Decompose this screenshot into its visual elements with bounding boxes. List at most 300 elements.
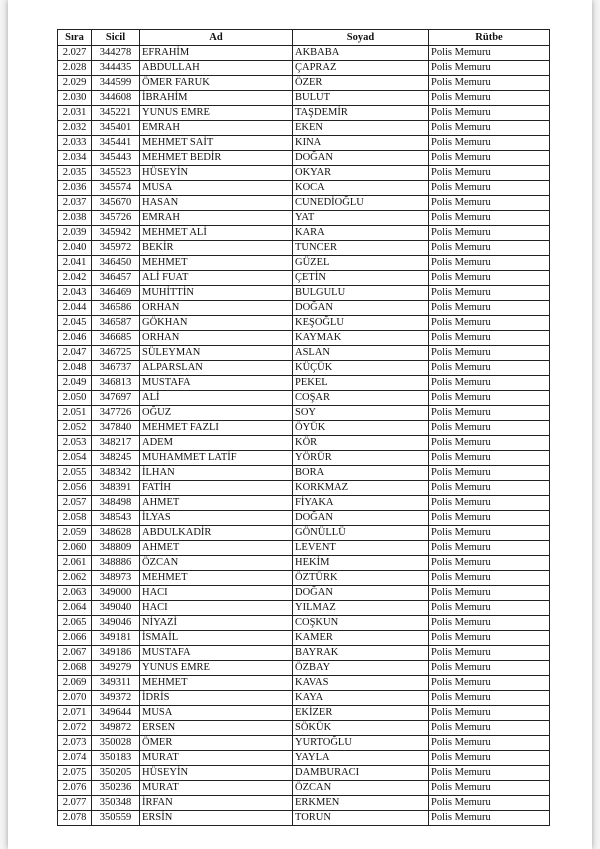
row-sicil: 346587 xyxy=(92,316,140,331)
row-sira: 2.063 xyxy=(58,586,92,601)
row-ad: FATİH xyxy=(140,481,293,496)
row-soyad: ÖZCAN xyxy=(293,781,429,796)
row-sira: 2.077 xyxy=(58,796,92,811)
table-row xyxy=(58,316,550,331)
row-sicil: 348628 xyxy=(92,526,140,541)
row-rutbe: Polis Memuru xyxy=(429,121,550,136)
row-ad: İBRAHİM xyxy=(140,91,293,106)
row-sira: 2.062 xyxy=(58,571,92,586)
table-row xyxy=(58,331,550,346)
row-sicil: 348886 xyxy=(92,556,140,571)
row-rutbe: Polis Memuru xyxy=(429,706,550,721)
row-rutbe: Polis Memuru xyxy=(429,646,550,661)
row-ad: MUHAMMET LATİF xyxy=(140,451,293,466)
table-row xyxy=(58,76,550,91)
table-row xyxy=(58,256,550,271)
table-row xyxy=(58,526,550,541)
row-ad: MUSA xyxy=(140,706,293,721)
row-ad: ALİ FUAT xyxy=(140,271,293,286)
row-sicil: 349872 xyxy=(92,721,140,736)
row-sicil: 349046 xyxy=(92,616,140,631)
row-soyad: HEKİM xyxy=(293,556,429,571)
table-row xyxy=(58,121,550,136)
row-soyad: KAYA xyxy=(293,691,429,706)
table-row xyxy=(58,151,550,166)
table-row xyxy=(58,346,550,361)
row-ad: MEHMET xyxy=(140,256,293,271)
row-sicil: 346469 xyxy=(92,286,140,301)
row-sira: 2.051 xyxy=(58,406,92,421)
row-soyad: KAYMAK xyxy=(293,331,429,346)
table-row xyxy=(58,481,550,496)
row-ad: MEHMET SAİT xyxy=(140,136,293,151)
row-ad: ADEM xyxy=(140,436,293,451)
row-soyad: DOĞAN xyxy=(293,586,429,601)
table-row xyxy=(58,391,550,406)
row-ad: ORHAN xyxy=(140,331,293,346)
row-sira: 2.037 xyxy=(58,196,92,211)
row-sicil: 348342 xyxy=(92,466,140,481)
row-ad: MUSTAFA xyxy=(140,646,293,661)
row-sicil: 346450 xyxy=(92,256,140,271)
row-rutbe: Polis Memuru xyxy=(429,211,550,226)
row-rutbe: Polis Memuru xyxy=(429,421,550,436)
row-sira: 2.049 xyxy=(58,376,92,391)
row-soyad: YURTOĞLU xyxy=(293,736,429,751)
row-sira: 2.042 xyxy=(58,271,92,286)
row-soyad: BAYRAK xyxy=(293,646,429,661)
row-rutbe: Polis Memuru xyxy=(429,181,550,196)
row-sira: 2.027 xyxy=(58,46,92,61)
row-rutbe: Polis Memuru xyxy=(429,166,550,181)
row-rutbe: Polis Memuru xyxy=(429,556,550,571)
row-soyad: KÖR xyxy=(293,436,429,451)
row-sira: 2.048 xyxy=(58,361,92,376)
header-soyad: Soyad xyxy=(293,30,429,46)
row-ad: ORHAN xyxy=(140,301,293,316)
table-row xyxy=(58,556,550,571)
table-row xyxy=(58,376,550,391)
row-soyad: BULUT xyxy=(293,91,429,106)
row-sira: 2.041 xyxy=(58,256,92,271)
row-rutbe: Polis Memuru xyxy=(429,616,550,631)
row-sira: 2.071 xyxy=(58,706,92,721)
row-sicil: 350236 xyxy=(92,781,140,796)
row-sira: 2.053 xyxy=(58,436,92,451)
table-row xyxy=(58,436,550,451)
row-soyad: ÖZBAY xyxy=(293,661,429,676)
row-ad: HASAN xyxy=(140,196,293,211)
row-sicil: 345441 xyxy=(92,136,140,151)
row-sicil: 345443 xyxy=(92,151,140,166)
row-soyad: SÖKÜK xyxy=(293,721,429,736)
table-row xyxy=(58,541,550,556)
personnel-table xyxy=(57,29,550,826)
row-sicil: 350183 xyxy=(92,751,140,766)
row-sicil: 349311 xyxy=(92,676,140,691)
row-soyad: YÖRÜR xyxy=(293,451,429,466)
row-soyad: ASLAN xyxy=(293,346,429,361)
table-row xyxy=(58,496,550,511)
row-soyad: OKYAR xyxy=(293,166,429,181)
row-soyad: TUNCER xyxy=(293,241,429,256)
row-sicil: 349000 xyxy=(92,586,140,601)
row-soyad: KOCA xyxy=(293,181,429,196)
row-sira: 2.032 xyxy=(58,121,92,136)
row-rutbe: Polis Memuru xyxy=(429,466,550,481)
row-sira: 2.036 xyxy=(58,181,92,196)
row-sira: 2.066 xyxy=(58,631,92,646)
row-soyad: BORA xyxy=(293,466,429,481)
table-row xyxy=(58,61,550,76)
row-ad: ABDULKADİR xyxy=(140,526,293,541)
row-sira: 2.046 xyxy=(58,331,92,346)
row-sicil: 349040 xyxy=(92,601,140,616)
row-rutbe: Polis Memuru xyxy=(429,496,550,511)
row-sira: 2.052 xyxy=(58,421,92,436)
row-rutbe: Polis Memuru xyxy=(429,151,550,166)
row-sira: 2.050 xyxy=(58,391,92,406)
row-soyad: ERKMEN xyxy=(293,796,429,811)
header-rutbe: Rütbe xyxy=(429,30,550,46)
row-rutbe: Polis Memuru xyxy=(429,541,550,556)
row-sicil: 344599 xyxy=(92,76,140,91)
row-rutbe: Polis Memuru xyxy=(429,286,550,301)
row-sicil: 345726 xyxy=(92,211,140,226)
row-soyad: DOĞAN xyxy=(293,301,429,316)
row-sira: 2.047 xyxy=(58,346,92,361)
row-sira: 2.056 xyxy=(58,481,92,496)
table-row xyxy=(58,691,550,706)
row-soyad: KAVAS xyxy=(293,676,429,691)
row-sira: 2.030 xyxy=(58,91,92,106)
row-soyad: PEKEL xyxy=(293,376,429,391)
row-soyad: EKİZER xyxy=(293,706,429,721)
row-sicil: 349372 xyxy=(92,691,140,706)
table-row xyxy=(58,196,550,211)
document-sheet xyxy=(8,0,592,849)
row-rutbe: Polis Memuru xyxy=(429,91,550,106)
row-rutbe: Polis Memuru xyxy=(429,601,550,616)
row-soyad: TAŞDEMİR xyxy=(293,106,429,121)
row-sicil: 344608 xyxy=(92,91,140,106)
row-soyad: COŞAR xyxy=(293,391,429,406)
table-row xyxy=(58,721,550,736)
row-ad: AHMET xyxy=(140,541,293,556)
row-sicil: 346737 xyxy=(92,361,140,376)
row-ad: MEHMET BEDİR xyxy=(140,151,293,166)
row-sira: 2.029 xyxy=(58,76,92,91)
row-soyad: AKBABA xyxy=(293,46,429,61)
row-rutbe: Polis Memuru xyxy=(429,571,550,586)
table-row xyxy=(58,766,550,781)
row-rutbe: Polis Memuru xyxy=(429,451,550,466)
row-soyad: EKEN xyxy=(293,121,429,136)
row-ad: EFRAHİM xyxy=(140,46,293,61)
row-sira: 2.034 xyxy=(58,151,92,166)
row-ad: ERSEN xyxy=(140,721,293,736)
row-sira: 2.054 xyxy=(58,451,92,466)
row-ad: MEHMET xyxy=(140,571,293,586)
row-ad: HÜSEYİN xyxy=(140,166,293,181)
row-sicil: 346586 xyxy=(92,301,140,316)
table-row xyxy=(58,451,550,466)
row-rutbe: Polis Memuru xyxy=(429,46,550,61)
row-sicil: 345221 xyxy=(92,106,140,121)
row-sira: 2.038 xyxy=(58,211,92,226)
row-soyad: DOĞAN xyxy=(293,511,429,526)
row-sicil: 346685 xyxy=(92,331,140,346)
row-ad: AHMET xyxy=(140,496,293,511)
table-row xyxy=(58,586,550,601)
row-ad: ÖMER xyxy=(140,736,293,751)
table-row xyxy=(58,301,550,316)
table-row xyxy=(58,226,550,241)
row-rutbe: Polis Memuru xyxy=(429,301,550,316)
row-ad: HACI xyxy=(140,601,293,616)
row-ad: GÖKHAN xyxy=(140,316,293,331)
row-sira: 2.033 xyxy=(58,136,92,151)
row-ad: HACI xyxy=(140,586,293,601)
row-sicil: 348498 xyxy=(92,496,140,511)
table-row xyxy=(58,271,550,286)
row-rutbe: Polis Memuru xyxy=(429,406,550,421)
table-row xyxy=(58,241,550,256)
row-rutbe: Polis Memuru xyxy=(429,796,550,811)
row-soyad: KORKMAZ xyxy=(293,481,429,496)
row-rutbe: Polis Memuru xyxy=(429,361,550,376)
table-body xyxy=(58,46,550,826)
row-ad: HÜSEYİN xyxy=(140,766,293,781)
row-sira: 2.076 xyxy=(58,781,92,796)
row-sira: 2.078 xyxy=(58,811,92,826)
row-sicil: 350028 xyxy=(92,736,140,751)
row-rutbe: Polis Memuru xyxy=(429,196,550,211)
row-rutbe: Polis Memuru xyxy=(429,676,550,691)
row-sira: 2.068 xyxy=(58,661,92,676)
row-ad: NİYAZİ xyxy=(140,616,293,631)
table-row xyxy=(58,616,550,631)
row-rutbe: Polis Memuru xyxy=(429,526,550,541)
table-row xyxy=(58,166,550,181)
row-sira: 2.065 xyxy=(58,616,92,631)
row-soyad: DOĞAN xyxy=(293,151,429,166)
row-rutbe: Polis Memuru xyxy=(429,631,550,646)
row-soyad: CUNEDİOĞLU xyxy=(293,196,429,211)
row-sicil: 348543 xyxy=(92,511,140,526)
row-sira: 2.074 xyxy=(58,751,92,766)
row-rutbe: Polis Memuru xyxy=(429,76,550,91)
row-soyad: LEVENT xyxy=(293,541,429,556)
header-sira: Sıra xyxy=(58,30,92,46)
row-rutbe: Polis Memuru xyxy=(429,781,550,796)
row-rutbe: Polis Memuru xyxy=(429,511,550,526)
row-sira: 2.069 xyxy=(58,676,92,691)
row-ad: EMRAH xyxy=(140,121,293,136)
row-sicil: 345523 xyxy=(92,166,140,181)
row-sira: 2.067 xyxy=(58,646,92,661)
row-rutbe: Polis Memuru xyxy=(429,751,550,766)
table-row xyxy=(58,811,550,826)
row-rutbe: Polis Memuru xyxy=(429,61,550,76)
row-soyad: KÜÇÜK xyxy=(293,361,429,376)
row-sira: 2.043 xyxy=(58,286,92,301)
row-soyad: ÇAPRAZ xyxy=(293,61,429,76)
row-sira: 2.060 xyxy=(58,541,92,556)
row-ad: OĞUZ xyxy=(140,406,293,421)
table-row xyxy=(58,286,550,301)
row-sicil: 349186 xyxy=(92,646,140,661)
row-sicil: 350559 xyxy=(92,811,140,826)
row-rutbe: Polis Memuru xyxy=(429,481,550,496)
row-rutbe: Polis Memuru xyxy=(429,691,550,706)
row-ad: MUHİTTİN xyxy=(140,286,293,301)
row-ad: YUNUS EMRE xyxy=(140,661,293,676)
row-ad: ABDULLAH xyxy=(140,61,293,76)
table-row xyxy=(58,736,550,751)
row-ad: MUSA xyxy=(140,181,293,196)
table-row xyxy=(58,511,550,526)
row-soyad: KARA xyxy=(293,226,429,241)
row-rutbe: Polis Memuru xyxy=(429,271,550,286)
table-row xyxy=(58,796,550,811)
table-row xyxy=(58,676,550,691)
row-ad: SÜLEYMAN xyxy=(140,346,293,361)
row-sicil: 349181 xyxy=(92,631,140,646)
row-rutbe: Polis Memuru xyxy=(429,391,550,406)
row-soyad: TORUN xyxy=(293,811,429,826)
row-ad: MURAT xyxy=(140,751,293,766)
row-ad: ÖZCAN xyxy=(140,556,293,571)
table-row xyxy=(58,706,550,721)
row-sira: 2.061 xyxy=(58,556,92,571)
row-sicil: 349644 xyxy=(92,706,140,721)
table-row xyxy=(58,466,550,481)
table-row xyxy=(58,181,550,196)
row-sicil: 345670 xyxy=(92,196,140,211)
row-rutbe: Polis Memuru xyxy=(429,241,550,256)
row-ad: İDRİS xyxy=(140,691,293,706)
row-sicil: 347726 xyxy=(92,406,140,421)
row-ad: İSMAİL xyxy=(140,631,293,646)
row-sicil: 345942 xyxy=(92,226,140,241)
row-sira: 2.045 xyxy=(58,316,92,331)
table-row xyxy=(58,136,550,151)
row-soyad: YAYLA xyxy=(293,751,429,766)
row-soyad: SOY xyxy=(293,406,429,421)
row-sira: 2.055 xyxy=(58,466,92,481)
row-sicil: 344435 xyxy=(92,61,140,76)
row-rutbe: Polis Memuru xyxy=(429,316,550,331)
row-sira: 2.044 xyxy=(58,301,92,316)
table-row xyxy=(58,406,550,421)
row-rutbe: Polis Memuru xyxy=(429,376,550,391)
row-rutbe: Polis Memuru xyxy=(429,346,550,361)
row-sira: 2.073 xyxy=(58,736,92,751)
table-header-row xyxy=(58,30,550,46)
table-row xyxy=(58,361,550,376)
row-sicil: 348973 xyxy=(92,571,140,586)
row-soyad: COŞKUN xyxy=(293,616,429,631)
row-sira: 2.059 xyxy=(58,526,92,541)
row-soyad: KINA xyxy=(293,136,429,151)
row-ad: MUSTAFA xyxy=(140,376,293,391)
row-sicil: 347697 xyxy=(92,391,140,406)
row-soyad: BULGULU xyxy=(293,286,429,301)
row-soyad: YILMAZ xyxy=(293,601,429,616)
row-soyad: ÖZTÜRK xyxy=(293,571,429,586)
row-ad: ALPARSLAN xyxy=(140,361,293,376)
row-soyad: ÇETİN xyxy=(293,271,429,286)
row-rutbe: Polis Memuru xyxy=(429,661,550,676)
row-sicil: 346457 xyxy=(92,271,140,286)
row-sicil: 350205 xyxy=(92,766,140,781)
row-ad: ALİ xyxy=(140,391,293,406)
row-soyad: KAMER xyxy=(293,631,429,646)
row-sira: 2.064 xyxy=(58,601,92,616)
row-rutbe: Polis Memuru xyxy=(429,766,550,781)
row-sicil: 348217 xyxy=(92,436,140,451)
row-ad: YUNUS EMRE xyxy=(140,106,293,121)
table-row xyxy=(58,751,550,766)
row-sira: 2.039 xyxy=(58,226,92,241)
row-ad: MEHMET xyxy=(140,676,293,691)
row-rutbe: Polis Memuru xyxy=(429,106,550,121)
row-sira: 2.057 xyxy=(58,496,92,511)
row-sira: 2.058 xyxy=(58,511,92,526)
row-ad: İLHAN xyxy=(140,466,293,481)
row-ad: MURAT xyxy=(140,781,293,796)
row-soyad: KEŞOĞLU xyxy=(293,316,429,331)
row-sicil: 348245 xyxy=(92,451,140,466)
row-soyad: ÖZER xyxy=(293,76,429,91)
table-row xyxy=(58,631,550,646)
row-rutbe: Polis Memuru xyxy=(429,256,550,271)
table-row xyxy=(58,571,550,586)
table-row xyxy=(58,646,550,661)
row-sira: 2.035 xyxy=(58,166,92,181)
row-rutbe: Polis Memuru xyxy=(429,721,550,736)
row-ad: MEHMET FAZLI xyxy=(140,421,293,436)
table-row xyxy=(58,421,550,436)
table-row xyxy=(58,781,550,796)
row-rutbe: Polis Memuru xyxy=(429,436,550,451)
row-sira: 2.072 xyxy=(58,721,92,736)
row-rutbe: Polis Memuru xyxy=(429,586,550,601)
row-sicil: 348809 xyxy=(92,541,140,556)
row-sicil: 345972 xyxy=(92,241,140,256)
row-sicil: 348391 xyxy=(92,481,140,496)
row-sicil: 347840 xyxy=(92,421,140,436)
row-sicil: 344278 xyxy=(92,46,140,61)
row-sicil: 346813 xyxy=(92,376,140,391)
row-ad: MEHMET ALİ xyxy=(140,226,293,241)
row-ad: BEKİR xyxy=(140,241,293,256)
row-soyad: ÖYÜK xyxy=(293,421,429,436)
row-soyad: FİYAKA xyxy=(293,496,429,511)
row-soyad: DAMBURACI xyxy=(293,766,429,781)
row-sira: 2.070 xyxy=(58,691,92,706)
row-ad: İRFAN xyxy=(140,796,293,811)
table-row xyxy=(58,601,550,616)
row-sicil: 345401 xyxy=(92,121,140,136)
row-rutbe: Polis Memuru xyxy=(429,736,550,751)
row-rutbe: Polis Memuru xyxy=(429,811,550,826)
row-soyad: YAT xyxy=(293,211,429,226)
row-sicil: 349279 xyxy=(92,661,140,676)
row-soyad: GÖNÜLLÜ xyxy=(293,526,429,541)
row-sira: 2.075 xyxy=(58,766,92,781)
